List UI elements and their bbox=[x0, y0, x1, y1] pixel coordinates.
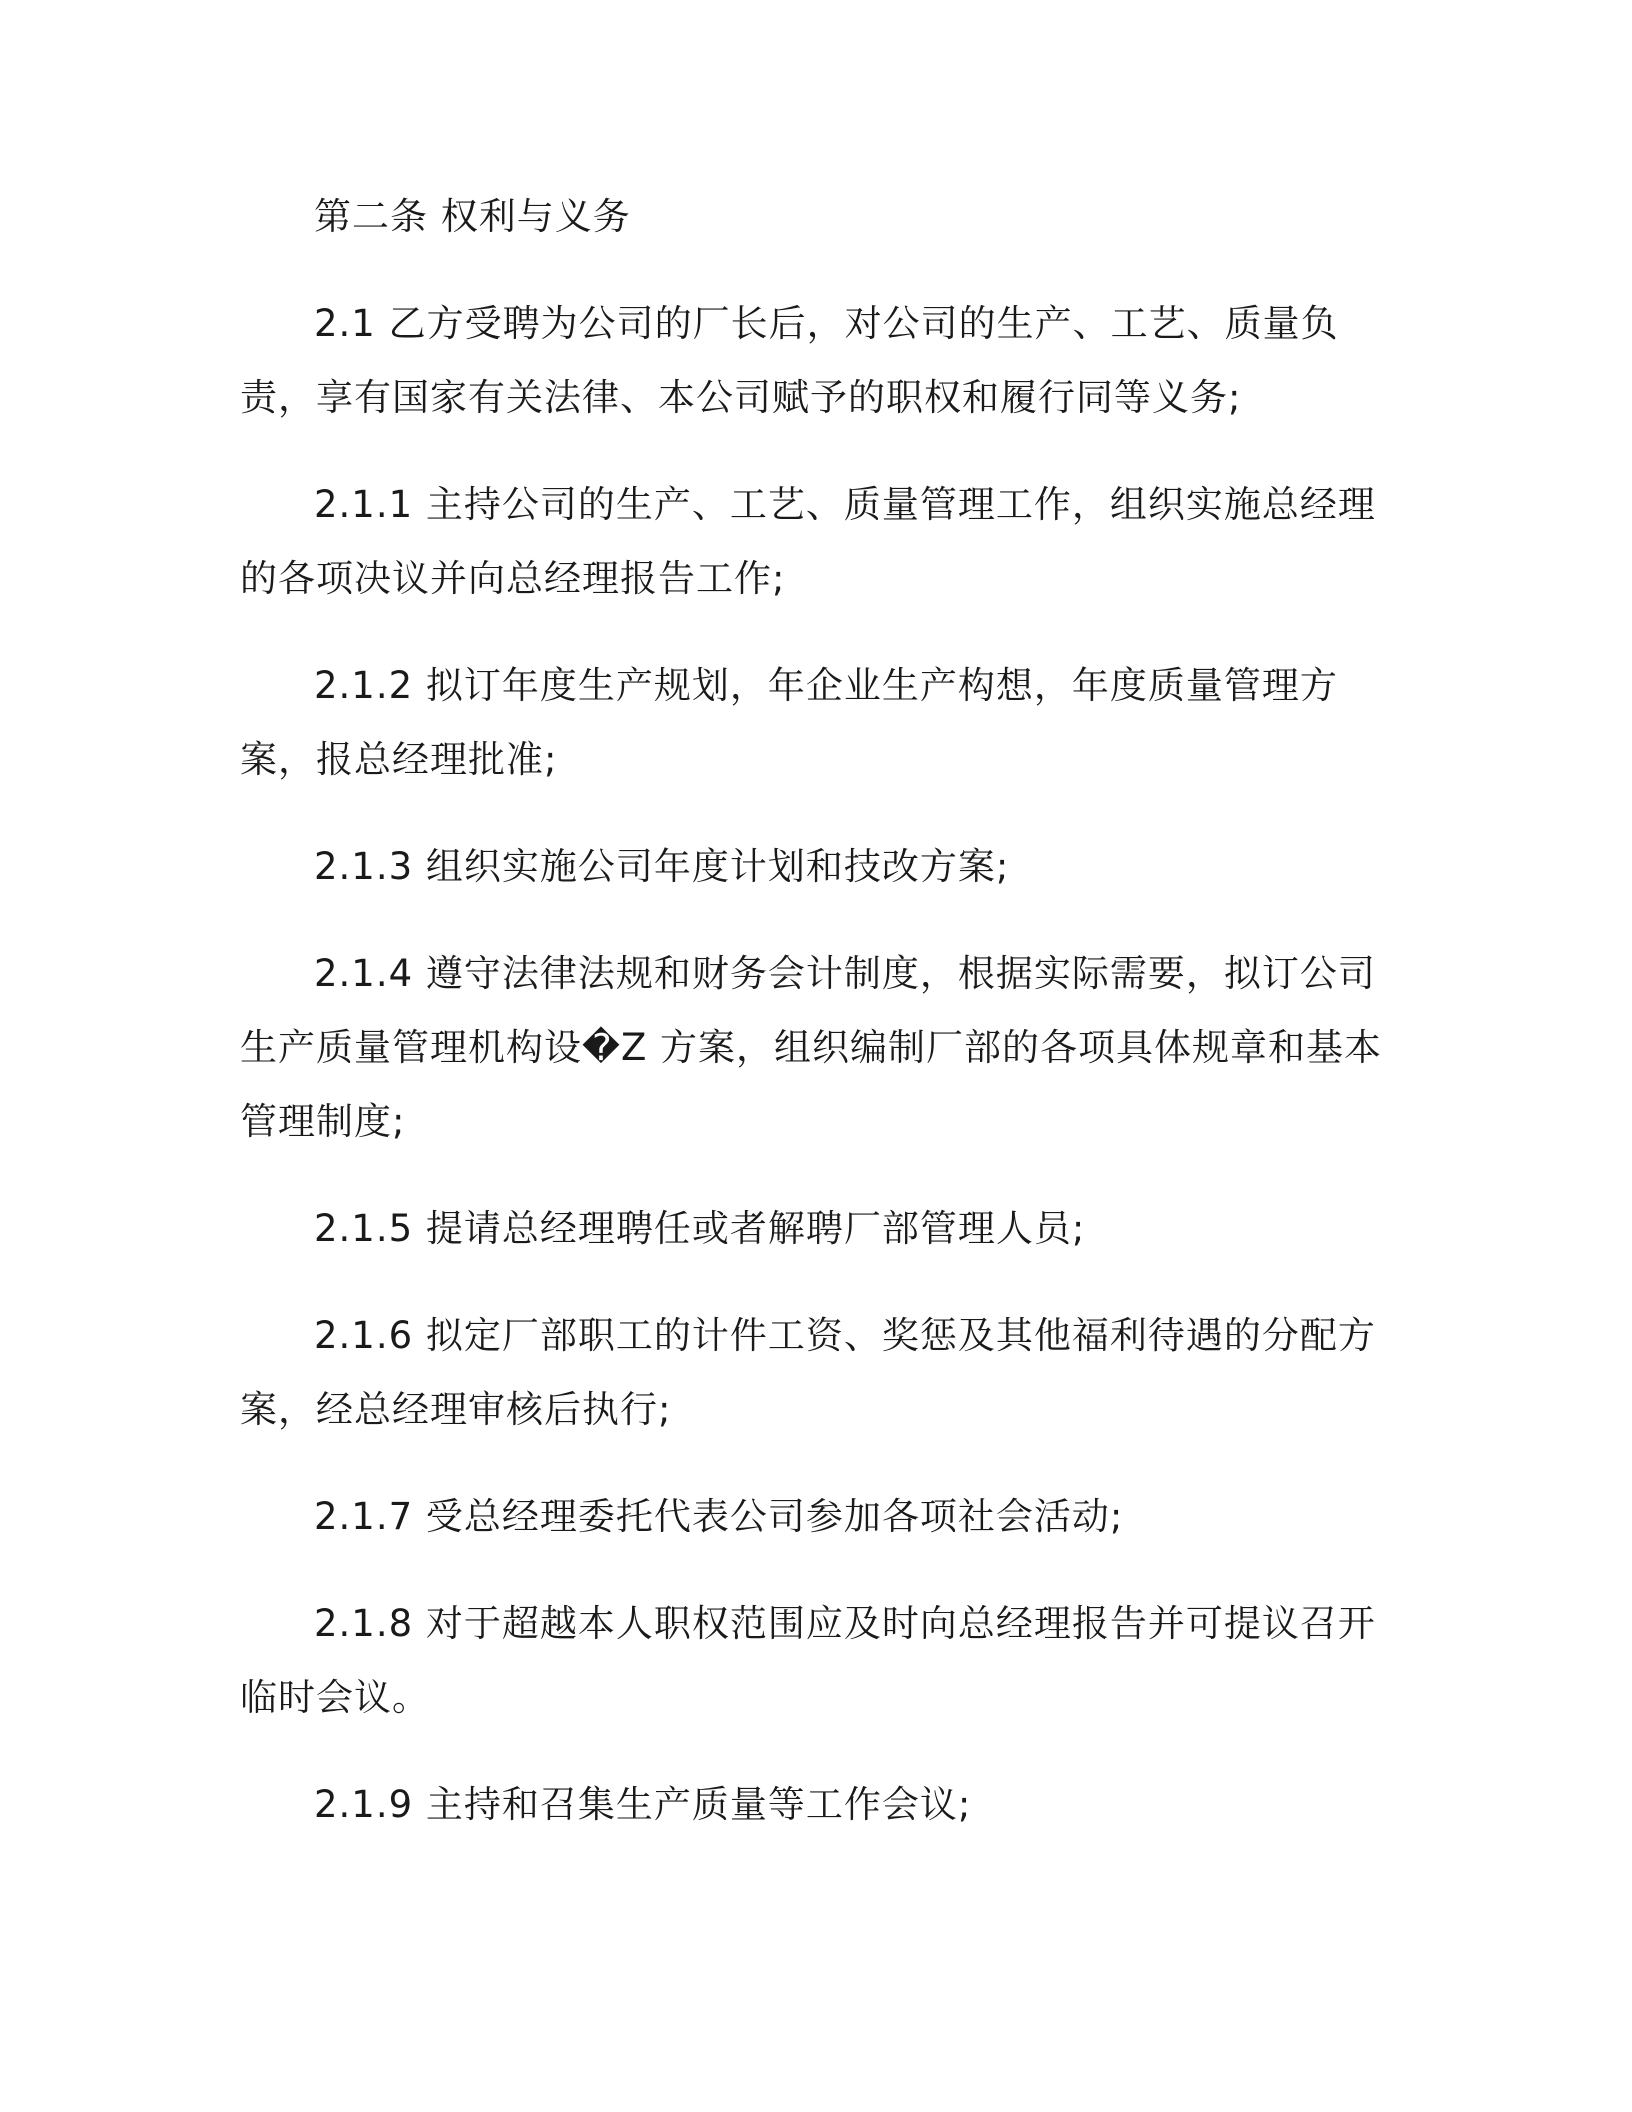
clause-2-1-2: 2.1.2 拟订年度生产规划，年企业生产构想，年度质量管理方案，报总经理批准; bbox=[240, 664, 1338, 781]
clause-2-1-6: 2.1.6 拟定厂部职工的计件工资、奖惩及其他福利待遇的分配方案，经总经理审核后执行; bbox=[240, 1314, 1376, 1431]
clause-2-1-9: 2.1.9 主持和召集生产质量等工作会议; bbox=[314, 1783, 972, 1826]
clause-2-1-7: 2.1.7 受总经理委托代表公司参加各项社会活动; bbox=[314, 1495, 1124, 1538]
clause-2-1-8: 2.1.8 对于超越本人职权范围应及时向总经理报告并可提议召开临时会议。 bbox=[240, 1602, 1376, 1719]
document-page bbox=[240, 180, 1400, 1875]
section-heading: 第二条 权利与义务 bbox=[314, 195, 631, 238]
clause-2-1-1: 2.1.1 主持公司的生产、工艺、质量管理工作，组织实施总经理的各项决议并向总经理报告工作; bbox=[240, 483, 1376, 600]
clause-2-1: 2.1 乙方受聘为公司的厂长后，对公司的生产、工艺、质量负责，享有国家有关法律、本公司赋予的职权和履行同等义务; bbox=[240, 302, 1339, 419]
clause-2-1-4: 2.1.4 遵守法律法规和财务会计制度，根据实际需要，拟订公司生产质量管理机构设�Z 方案，组织编制厂部的各项具体规章和基本管理制度; bbox=[240, 952, 1383, 1143]
clause-2-1-5: 2.1.5 提请总经理聘任或者解聘厂部管理人员; bbox=[314, 1207, 1086, 1250]
clause-2-1-3: 2.1.3 组织实施公司年度计划和技改方案; bbox=[314, 845, 1010, 888]
